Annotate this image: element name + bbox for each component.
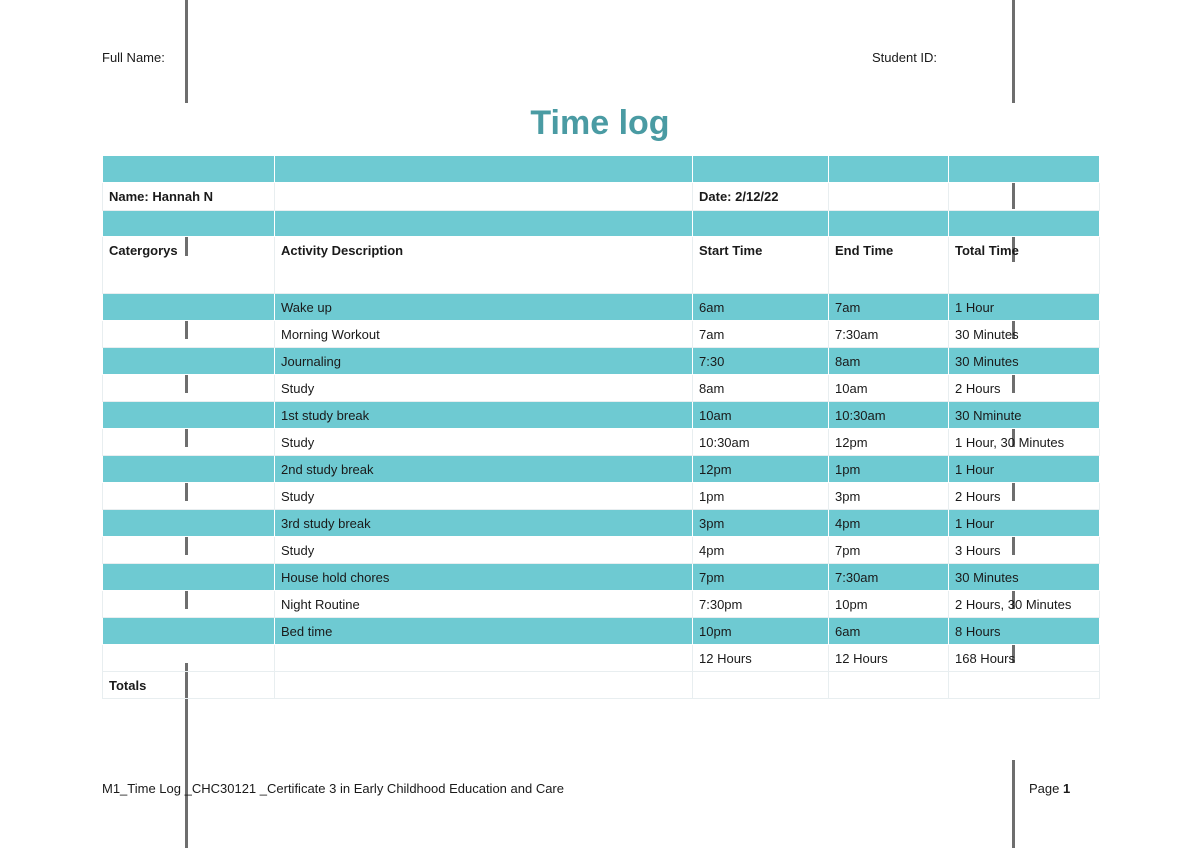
total-cell: 1 Hour (949, 456, 1100, 483)
full-name-label: Full Name: (102, 50, 165, 65)
start-cell: 7:30pm (693, 591, 829, 618)
end-cell: 7:30am (829, 321, 949, 348)
table-row (103, 348, 1100, 375)
table-row (103, 510, 1100, 537)
column-header-row (103, 237, 1100, 294)
activity-cell: Study (275, 375, 693, 402)
activity-cell: Journaling (275, 348, 693, 375)
total-cell: 1 Hour (949, 510, 1100, 537)
student-name: Name: Hannah N (103, 183, 275, 211)
end-cell: 3pm (829, 483, 949, 510)
end-cell: 10pm (829, 591, 949, 618)
table-row (103, 483, 1100, 510)
end-cell: 7am (829, 294, 949, 321)
page-title: Time log (530, 104, 670, 142)
activity-cell: 1st study break (275, 402, 693, 429)
total-cell: 30 Minutes (949, 321, 1100, 348)
end-cell: 8am (829, 348, 949, 375)
table-row (103, 456, 1100, 483)
total-cell: 2 Hours, 30 Minutes (949, 591, 1100, 618)
table-spacer-row (103, 211, 1100, 237)
total-cell: 3 Hours (949, 537, 1100, 564)
table-row (103, 402, 1100, 429)
summary-total: 168 Hours (949, 645, 1100, 672)
start-cell: 12pm (693, 456, 829, 483)
total-cell: 30 Minutes (949, 348, 1100, 375)
column-header-activity: Activity Description (275, 237, 693, 294)
start-cell: 3pm (693, 510, 829, 537)
total-cell: 30 Nminute (949, 402, 1100, 429)
end-cell: 10am (829, 375, 949, 402)
start-cell: 10pm (693, 618, 829, 645)
end-cell: 4pm (829, 510, 949, 537)
table-row (103, 564, 1100, 591)
activity-cell: 2nd study break (275, 456, 693, 483)
right-margin-rule (1012, 0, 1015, 103)
start-cell: 8am (693, 375, 829, 402)
total-cell: 1 Hour (949, 294, 1100, 321)
summary-end: 12 Hours (829, 645, 949, 672)
left-margin-rule (185, 0, 188, 103)
student-id-label: Student ID: (872, 50, 938, 65)
column-header-category: Catergorys (103, 237, 275, 294)
total-cell: 30 Minutes (949, 564, 1100, 591)
totals-row (103, 672, 1100, 699)
footer-page-number (1029, 781, 1070, 796)
activity-cell: Study (275, 537, 693, 564)
activity-cell: Morning Workout (275, 321, 693, 348)
table-row (103, 429, 1100, 456)
page-number: 1 (1063, 781, 1071, 796)
table-spacer-row (103, 156, 1100, 183)
activity-cell: Study (275, 429, 693, 456)
summary-row (103, 645, 1100, 672)
table-row (103, 294, 1100, 321)
time-log-table (102, 155, 1100, 699)
activity-cell: Study (275, 483, 693, 510)
start-cell: 1pm (693, 483, 829, 510)
footer-course-title: M1_Time Log _CHC30121 _Certificate 3 in Early Childhood Education and Care (102, 781, 564, 796)
start-cell: 10am (693, 402, 829, 429)
activity-cell: Bed time (275, 618, 693, 645)
end-cell: 7:30am (829, 564, 949, 591)
column-header-start: Start Time (693, 237, 829, 294)
info-row (103, 183, 1100, 211)
activity-cell: 3rd study break (275, 510, 693, 537)
end-cell: 12pm (829, 429, 949, 456)
start-cell: 7:30 (693, 348, 829, 375)
start-cell: 6am (693, 294, 829, 321)
column-header-end: End Time (829, 237, 949, 294)
totals-label: Totals (103, 672, 275, 699)
summary-start: 12 Hours (693, 645, 829, 672)
right-margin-rule (1012, 760, 1015, 848)
table-row (103, 537, 1100, 564)
activity-cell: House hold chores (275, 564, 693, 591)
page-label: Page (1029, 781, 1060, 796)
table-row (103, 591, 1100, 618)
total-cell: 1 Hour, 30 Minutes (949, 429, 1100, 456)
total-cell: 8 Hours (949, 618, 1100, 645)
end-cell: 7pm (829, 537, 949, 564)
end-cell: 10:30am (829, 402, 949, 429)
end-cell: 1pm (829, 456, 949, 483)
start-cell: 4pm (693, 537, 829, 564)
table-row (103, 618, 1100, 645)
activity-cell: Night Routine (275, 591, 693, 618)
start-cell: 7pm (693, 564, 829, 591)
table-row (103, 375, 1100, 402)
log-date: Date: 2/12/22 (693, 183, 829, 211)
activity-cell: Wake up (275, 294, 693, 321)
start-cell: 7am (693, 321, 829, 348)
end-cell: 6am (829, 618, 949, 645)
total-cell: 2 Hours (949, 483, 1100, 510)
start-cell: 10:30am (693, 429, 829, 456)
total-cell: 2 Hours (949, 375, 1100, 402)
table-row (103, 321, 1100, 348)
column-header-total: Total Time (949, 237, 1100, 294)
